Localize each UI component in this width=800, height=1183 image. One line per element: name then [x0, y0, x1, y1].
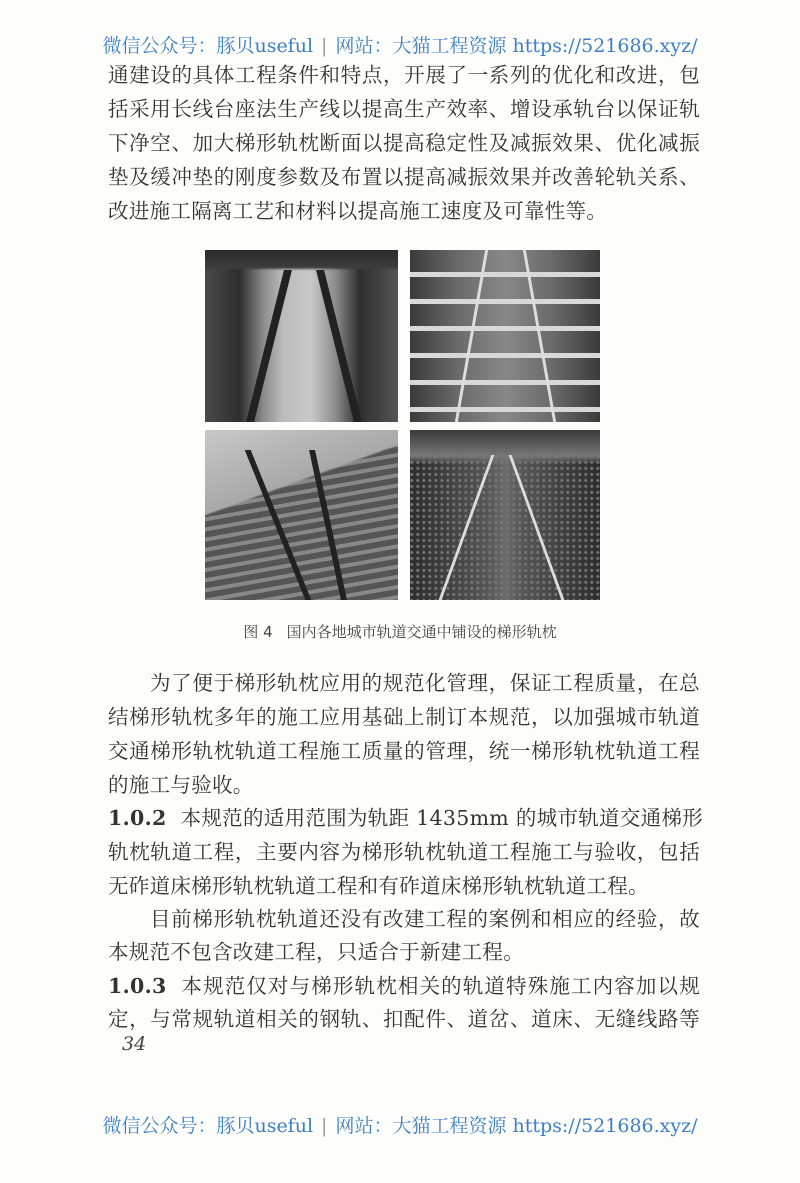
photo-ballastless-track-tunnel: [205, 250, 398, 422]
text-line: 通建设的具体工程条件和特点，开展了一系列的优化和改进，包: [108, 63, 700, 87]
watermark-wechat: 微信公众号：豚贝useful: [102, 1115, 314, 1137]
watermark-footer: [0, 1111, 800, 1138]
text-line: 为了便于梯形轨枕应用的规范化管理，保证工程质量，在总: [150, 671, 700, 695]
figure-caption: [0, 621, 800, 642]
figure-number: 图 4: [243, 623, 273, 641]
text-line: 垫及缓冲垫的刚度参数及布置以提高减振效果并改善轮轨关系、: [108, 165, 700, 189]
text-line: 结梯形轨枕多年的施工应用基础上制订本规范，以加强城市轨道: [108, 705, 700, 729]
clause-number: 1.0.2: [108, 806, 167, 830]
text-line: [108, 973, 700, 999]
text-line: 的施工与验收。: [108, 773, 254, 797]
clause-number: 1.0.3: [108, 974, 167, 998]
figure-title: 国内各地城市轨道交通中铺设的梯形轨枕: [286, 623, 557, 641]
watermark-site: 网站：大猫工程资源 https://521686.xyz/: [335, 1115, 698, 1137]
watermark-header: [0, 31, 800, 58]
page-number: 34: [122, 1033, 147, 1055]
clause-text: 本规范仅对与梯形轨枕相关的轨道特殊施工内容加以规: [180, 974, 700, 998]
text-line: 目前梯形轨枕轨道还没有改建工程的案例和相应的经验，故: [150, 907, 700, 931]
text-line: 下净空、加大梯形轨枕断面以提高稳定性及减振效果、优化减振: [108, 131, 700, 155]
watermark-wechat: 微信公众号：豚贝useful: [102, 35, 314, 57]
text-line: [108, 805, 704, 831]
clause-text: 本规范的适用范围为轨距 1435mm 的城市轨道交通梯形: [180, 806, 704, 830]
text-line: 本规范不包含改建工程，只适合于新建工程。: [108, 940, 524, 964]
text-line: 无砟道床梯形轨枕轨道工程和有砟道床梯形轨枕轨道工程。: [108, 874, 649, 898]
photo-ladder-sleeper-tunnel: [410, 250, 600, 422]
photo-ballasted-track: [410, 430, 600, 600]
text-line: 交通梯形轨枕轨道工程施工质量的管理，统一梯形轨枕轨道工程: [108, 739, 700, 763]
text-line: 括采用长线台座法生产线以提高生产效率、增设承轨台以保证轨: [108, 97, 700, 121]
watermark-site: 网站：大猫工程资源 https://521686.xyz/: [335, 35, 698, 57]
text-line: 轨枕轨道工程，主要内容为梯形轨枕轨道工程施工与验收，包括: [108, 840, 700, 864]
watermark-separator: |: [321, 1115, 328, 1137]
text-line: 定，与常规轨道相关的钢轨、扣配件、道岔、道床、无缝线路等: [108, 1007, 700, 1031]
watermark-separator: |: [321, 35, 328, 57]
text-line: 改进施工隔离工艺和材料以提高施工速度及可靠性等。: [108, 199, 608, 223]
photo-curved-track: [205, 430, 398, 600]
